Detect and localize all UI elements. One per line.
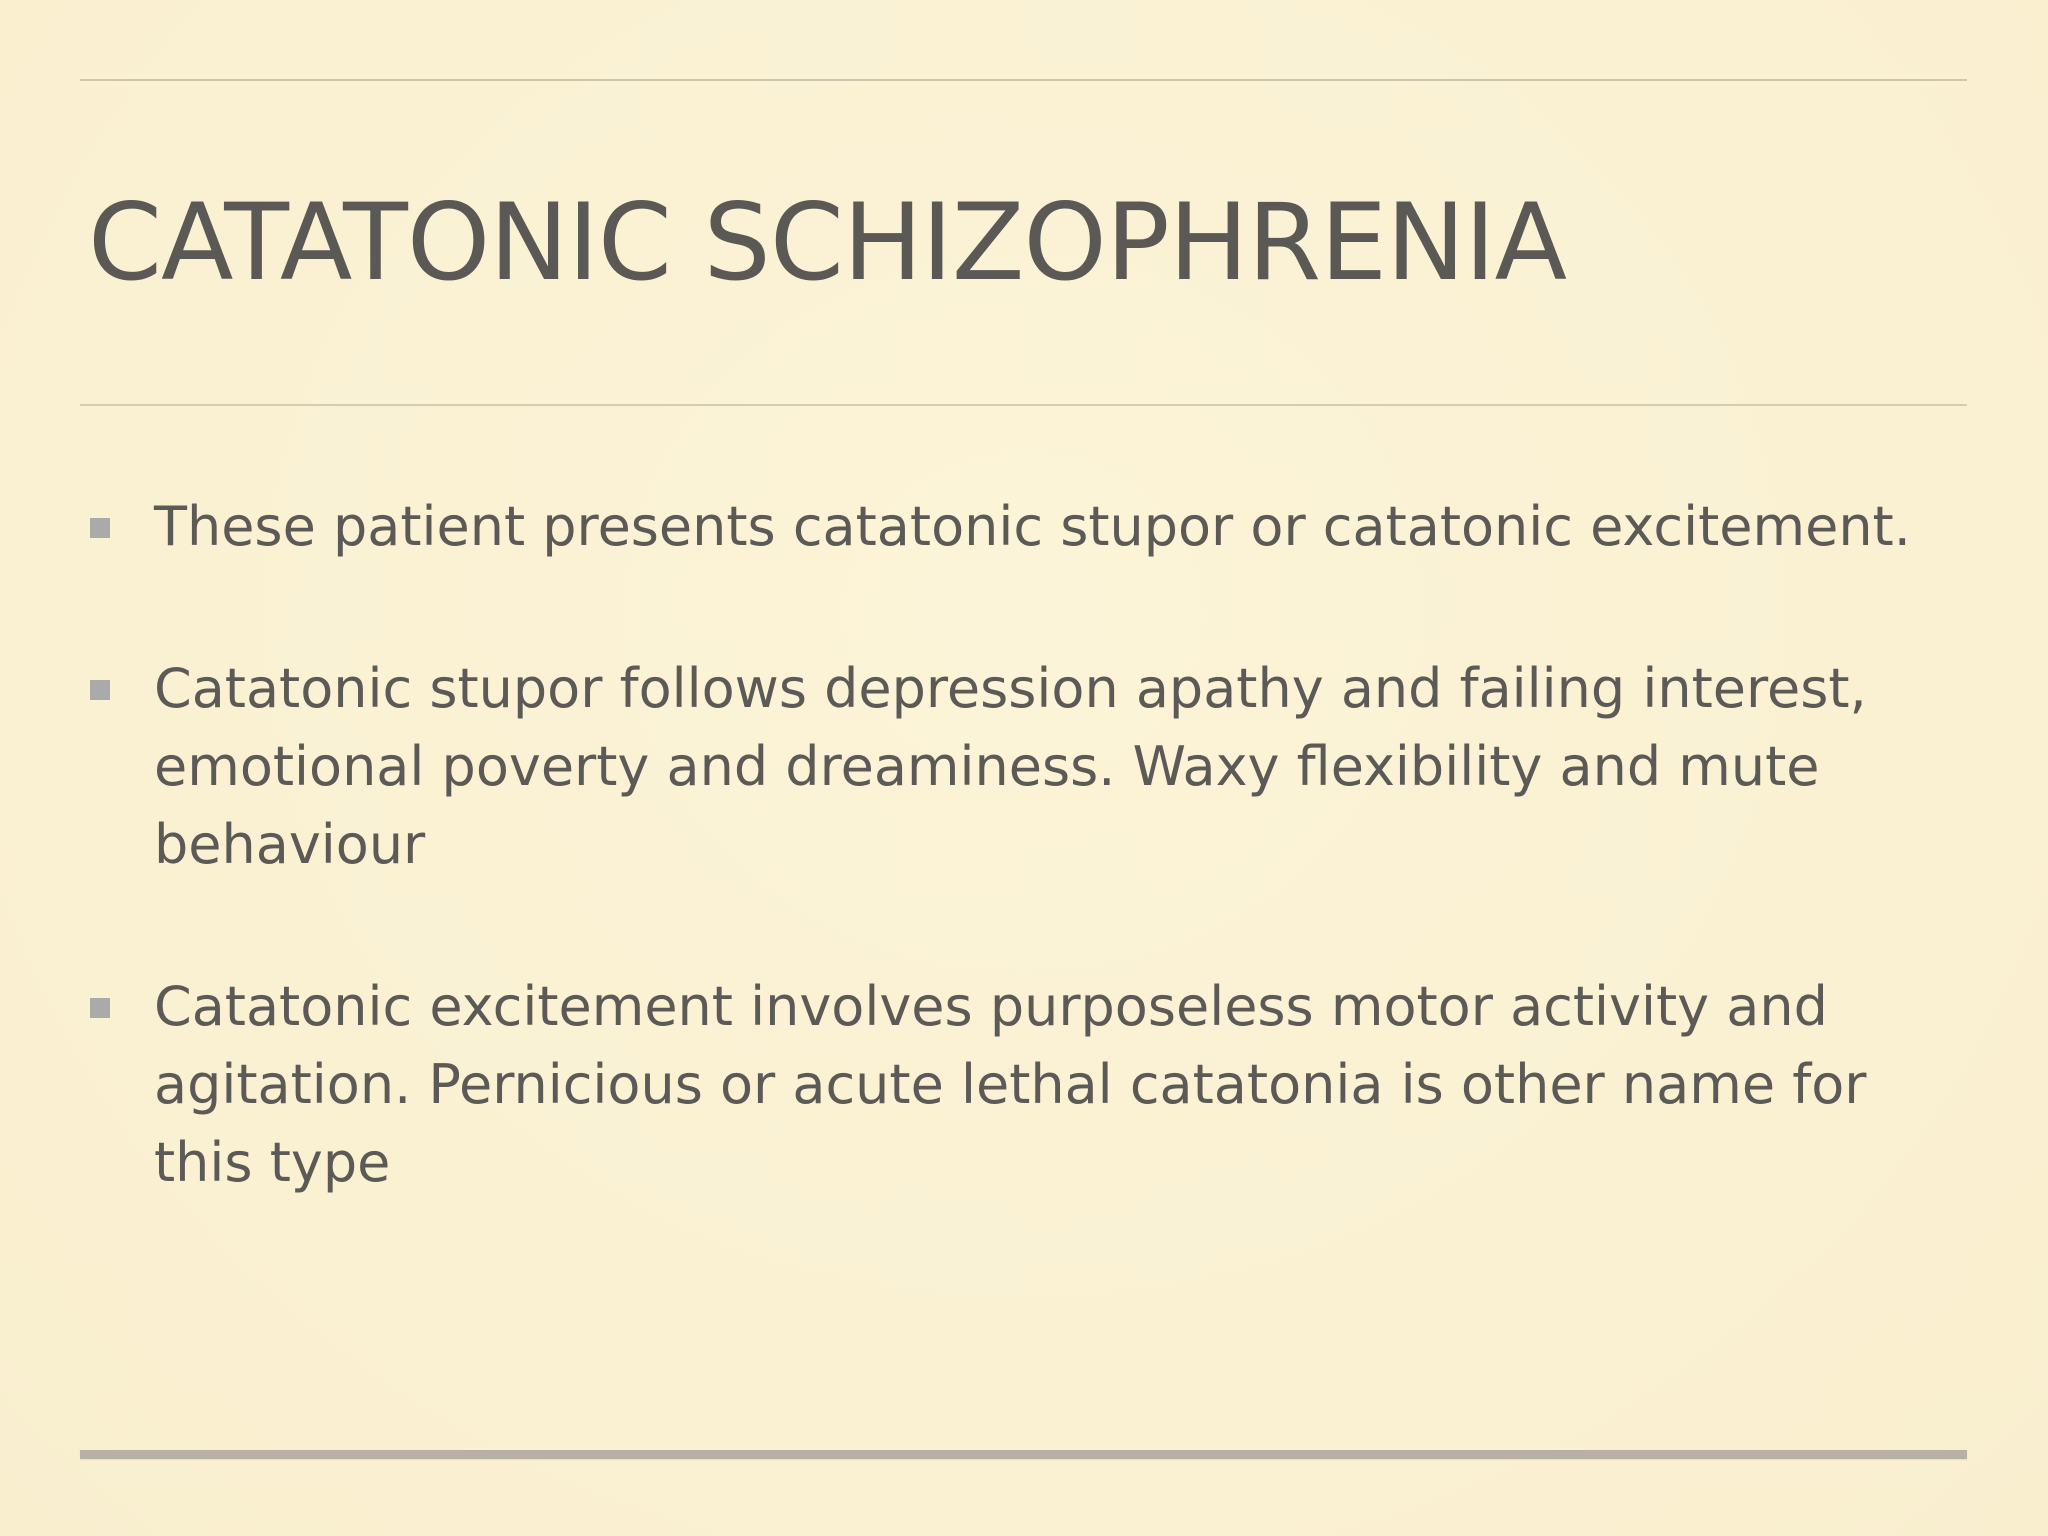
square-bullet-icon <box>90 680 110 700</box>
bullet-text: Catatonic stupor follows depression apathy and failing interest, emotional poverty and dreaminess. Waxy flexibility and mute behaviour <box>154 657 1867 876</box>
square-bullet-icon <box>90 998 110 1018</box>
bottom-divider <box>80 1450 1967 1459</box>
bullet-text: Catatonic excitement involves purposeless motor activity and agitation. Pernicious or acute lethal catatonia is other name for this type <box>154 975 1867 1194</box>
square-bullet-icon <box>90 518 110 538</box>
bullet-text: These patient presents catatonic stupor or catatonic excitement. <box>154 495 1911 558</box>
bullet-item <box>88 650 1968 884</box>
bullet-item <box>88 488 1968 566</box>
slide-title: CATATONIC SCHIZOPHRENIA <box>88 181 1567 304</box>
top-divider <box>80 79 1967 81</box>
bullet-list <box>88 488 1968 1202</box>
bullet-item <box>88 968 1968 1202</box>
title-divider <box>80 404 1967 406</box>
